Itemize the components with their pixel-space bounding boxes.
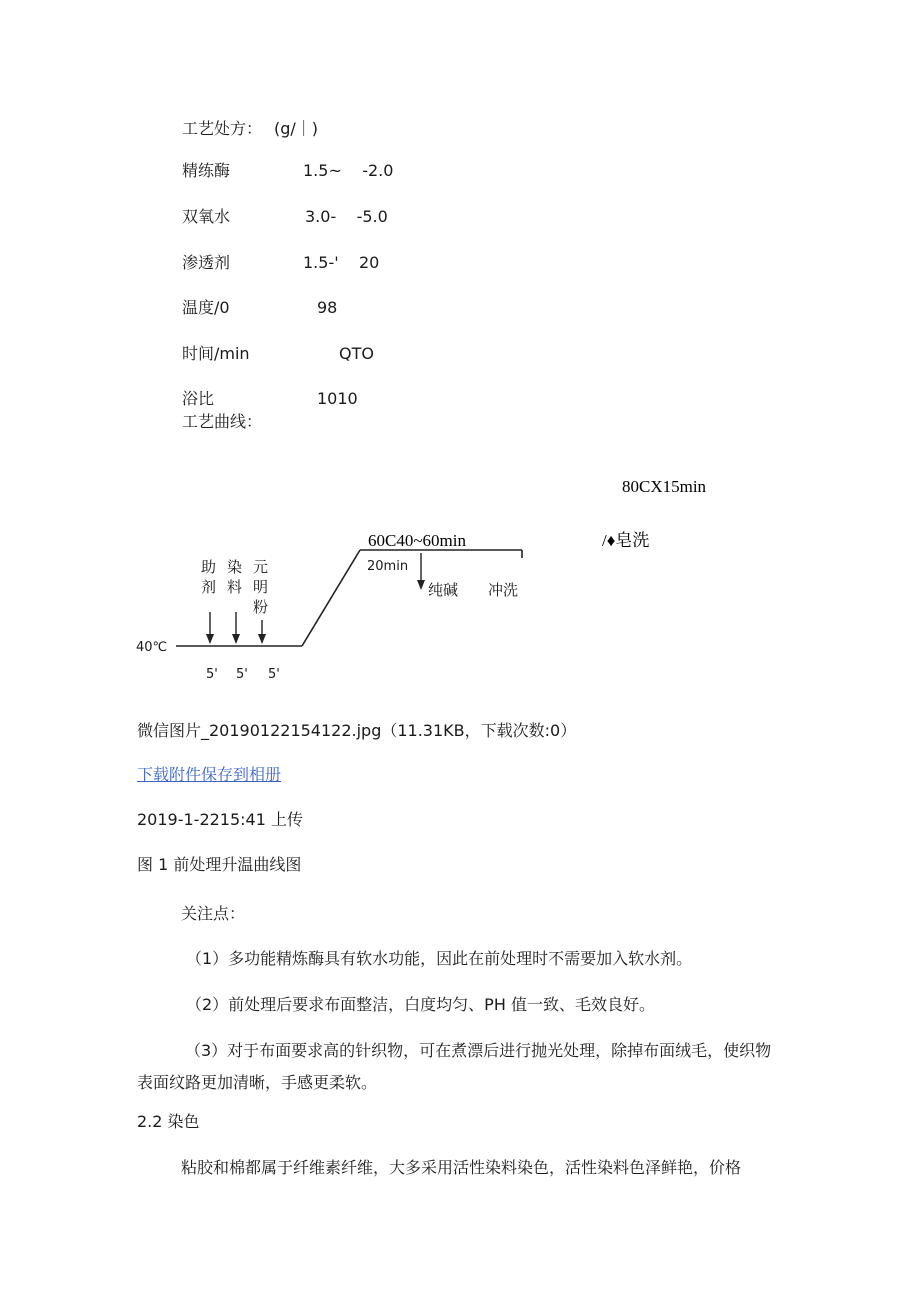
notes-title: 关注点： [181,904,246,923]
process-curve-diagram [0,460,920,700]
interval-label: 5' [206,667,218,682]
label-20min: 20min [367,559,409,574]
label-soap-wash: /♦皂洗 [602,531,650,550]
recipe-heading: 工艺处方： [182,119,263,138]
recipe-row-name: 双氧水 [182,207,231,226]
recipe-row-name: 温度/0 [182,298,230,317]
recipe-row-value: 3.0- -5.0 [305,207,388,226]
attachment-caption: 微信图片_20190122154122.jpg（11.31KB，下载次数:0） [137,721,577,740]
additive-arrow-head [206,634,214,644]
additive-char: 料 [227,578,243,596]
recipe-unit: (g/｜) [274,119,319,138]
note-item: （3）对于布面要求高的针织物，可在煮漂后进行抛光处理，除掉布面绒毛，使织物表面纹路更加清晰，手感更柔软。 [137,1041,772,1092]
note-item: （2）前处理后要求布面整洁，白度均匀、PH 值一致、毛效良好。 [186,995,655,1014]
note-item: （1）多功能精炼酶具有软水功能，因此在前处理时不需要加入软水剂。 [186,949,693,968]
section-title: 2.2 染色 [137,1112,200,1131]
recipe-row-value: 1.5-' 20 [303,253,380,272]
additive-arrow-head [258,634,266,644]
upload-time: 2019-1-2215:41 上传 [137,810,304,829]
download-attachment-link[interactable]: 下载附件保存到相册 [137,765,282,784]
curve-heading: 工艺曲线： [182,412,263,431]
section-body: 粘胶和棉都属于纤维素纤维，大多采用活性染料染色，活性染料色泽鲜艳，价格 [181,1158,742,1177]
label-80c: 80CX15min [622,477,707,496]
additive-char: 助 [201,558,217,576]
recipe-row-name: 浴比 [182,389,215,408]
additive-char: 粉 [253,598,269,616]
label-rinse: 冲洗 [488,581,519,599]
label-soda-ash: 纯碱 [428,581,459,599]
additive-char: 剂 [201,578,217,596]
label-start-temp: 40℃ [136,640,168,655]
recipe-row-name: 时间/min [182,344,250,363]
additive-char: 元 [253,558,269,576]
recipe-row-value: 98 [317,298,338,317]
interval-label: 5' [236,667,248,682]
additive-char: 染 [227,558,243,576]
curve-ramp-line [302,550,360,646]
additive-char: 明 [253,578,269,596]
recipe-row-name: 精练酶 [182,161,231,180]
additive-arrow-head [232,634,240,644]
recipe-row-name: 渗透剂 [182,253,231,272]
recipe-row-value: 1.5~ -2.0 [303,161,394,180]
figure-caption: 图 1 前处理升温曲线图 [137,855,302,874]
recipe-row-value: QTO [339,344,374,363]
recipe-row-value: 1010 [317,389,358,408]
soda-arrow-head [417,580,425,590]
interval-label: 5' [268,667,280,682]
label-60c: 60C40~60min [368,531,466,550]
